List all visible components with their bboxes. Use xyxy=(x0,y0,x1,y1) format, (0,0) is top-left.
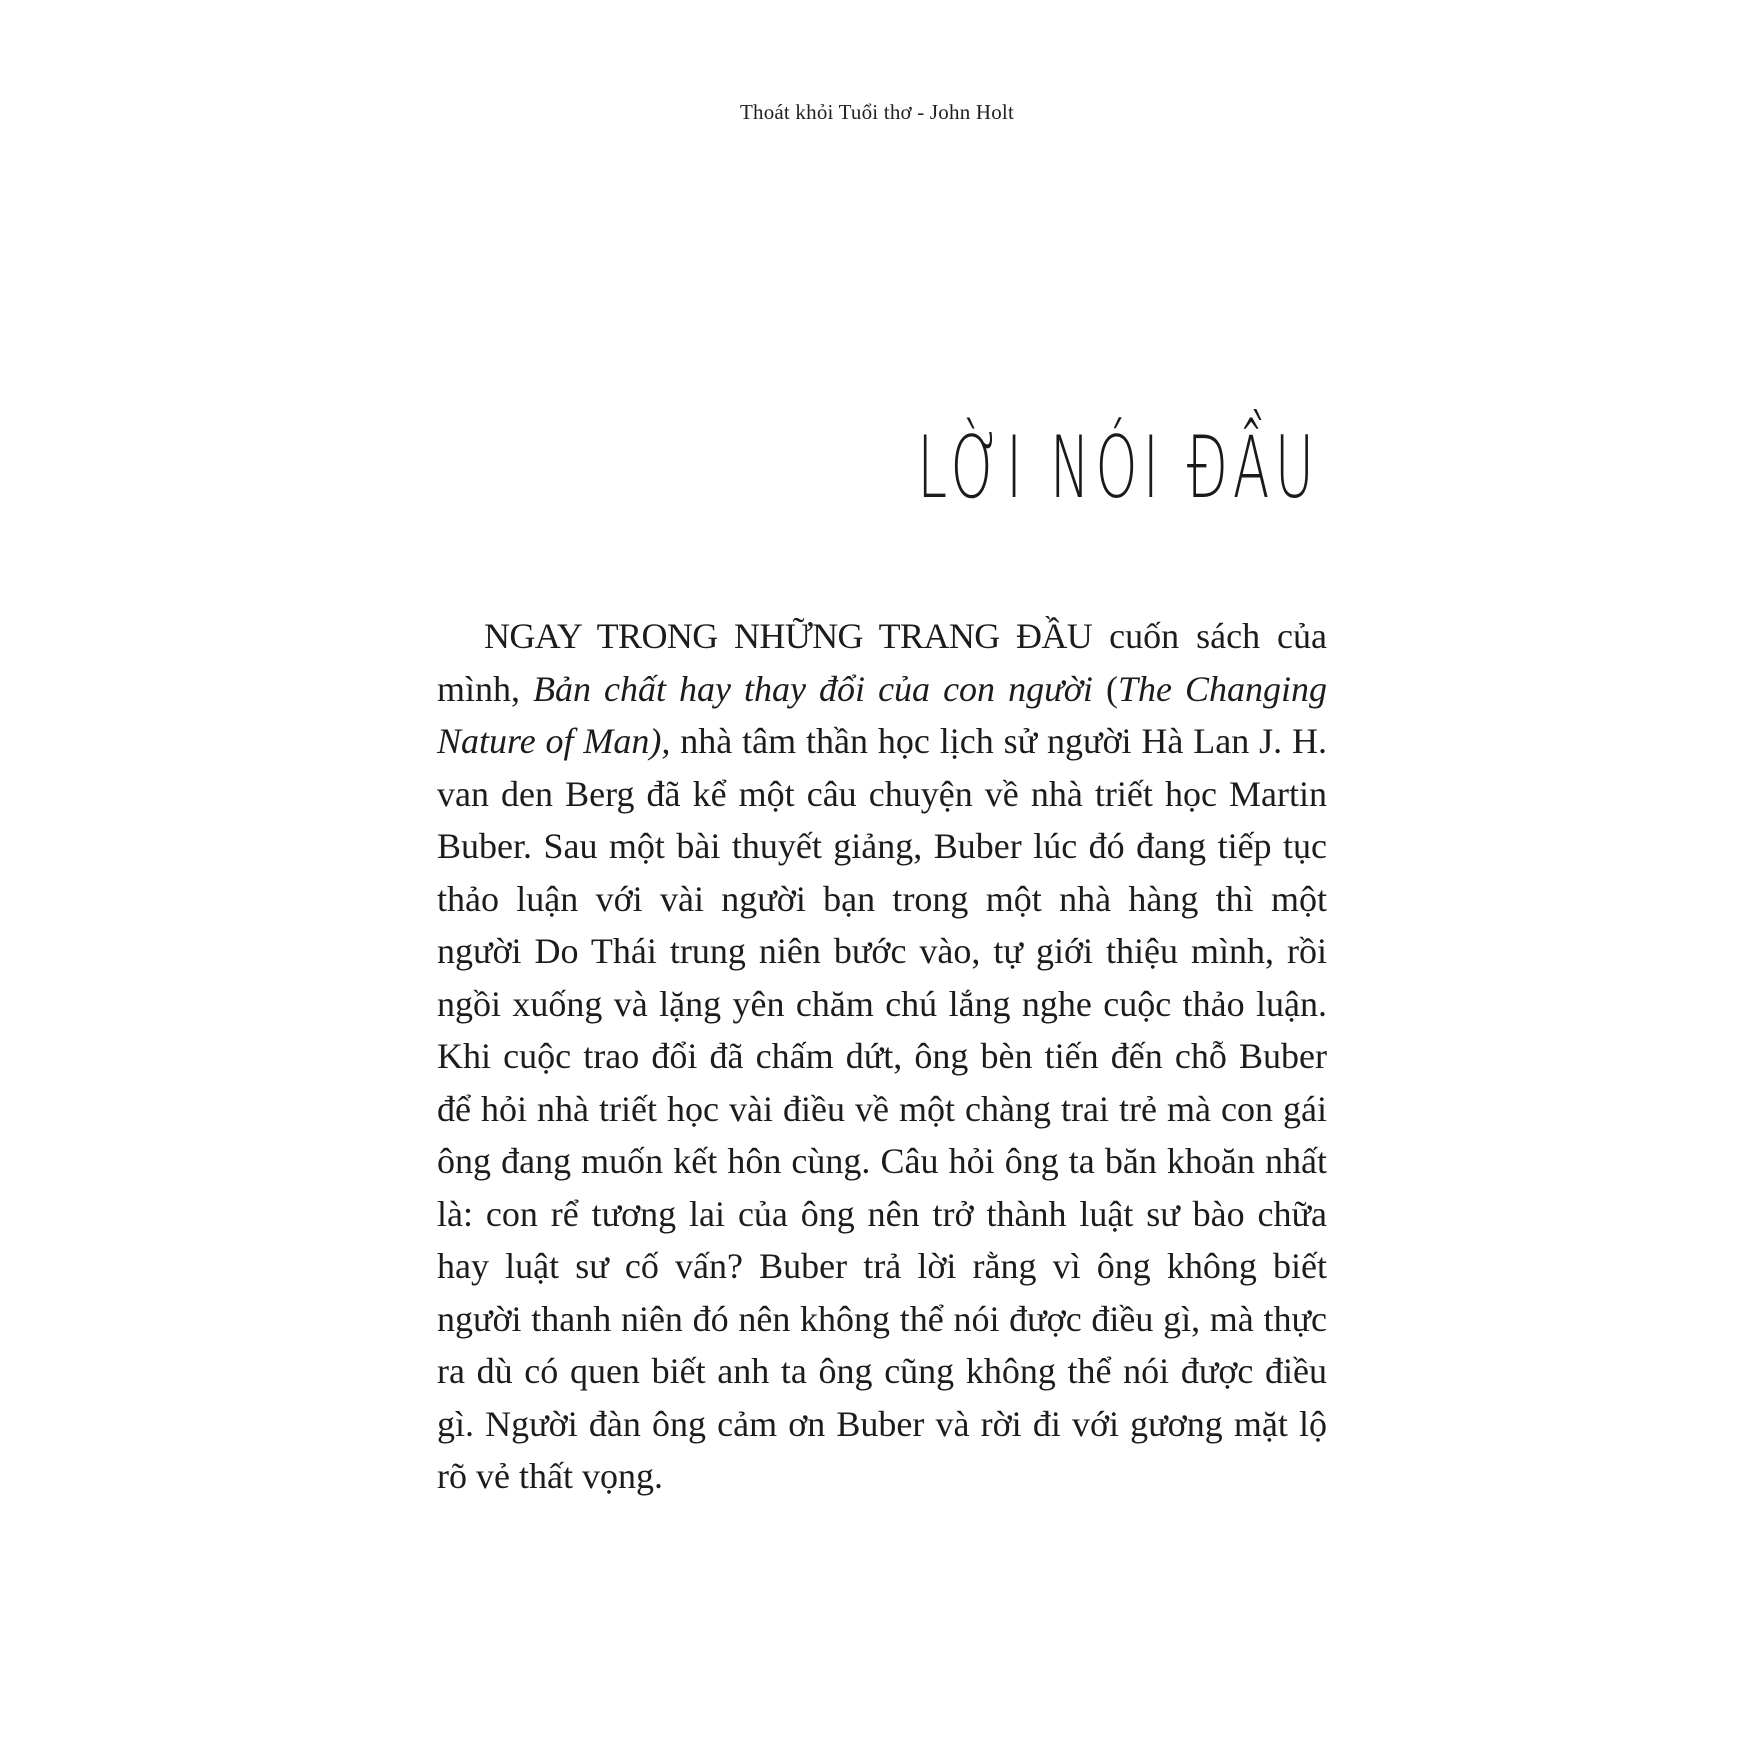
paragraph-text-2: ( xyxy=(1092,668,1118,709)
book-title-vietnamese: Bản chất hay thay đổi của con người xyxy=(533,668,1093,709)
book-title-english: The Changing Nature of Man), xyxy=(437,668,1327,761)
running-header: Thoát khỏi Tuổi thơ - John Holt xyxy=(739,100,1014,124)
lead-in-small-caps: NGAY TRONG NHỮNG TRANG ĐẦU xyxy=(484,616,1093,656)
paragraph-text-1: cuốn sách của mình, xyxy=(437,616,1327,709)
chapter-title: LỜI NÓI ĐẦU xyxy=(917,418,1320,518)
body-paragraph xyxy=(437,610,1327,1503)
paragraph-text-3: nhà tâm thần học lịch sử người Hà Lan J. H. van den Berg đã kể một câu chuyện về nhà triết học Martin Buber. Sau một bài thuyết giảng, Buber lúc đó đang tiếp tục thảo luận với vài người bạn trong một nhà hàng thì một người Do Thái trung niên bước vào, tự giới thiệu mình, rồi ngồi xuống và lặng yên chăm chú lắng nghe cuộc thảo luận. Khi cuộc trao đổi đã chấm dứt, ông bèn tiến đến chỗ Buber để hỏi nhà triết học vài điều về một chàng trai trẻ mà con gái ông đang muốn kết hôn cùng. Câu hỏi ông ta băn khoăn nhất là: con rể tương lai của ông nên trở thành luật sư bào chữa hay luật sư cố vấn? Buber trả lời rằng vì ông không biết người thanh niên đó nên không thể nói được điều gì, mà thực ra dù có quen biết anh ta ông cũng không thể nói được điều gì. Người đàn ông cảm ơn Buber và rời đi với gương mặt lộ rõ vẻ thất vọng. xyxy=(437,721,1327,1496)
